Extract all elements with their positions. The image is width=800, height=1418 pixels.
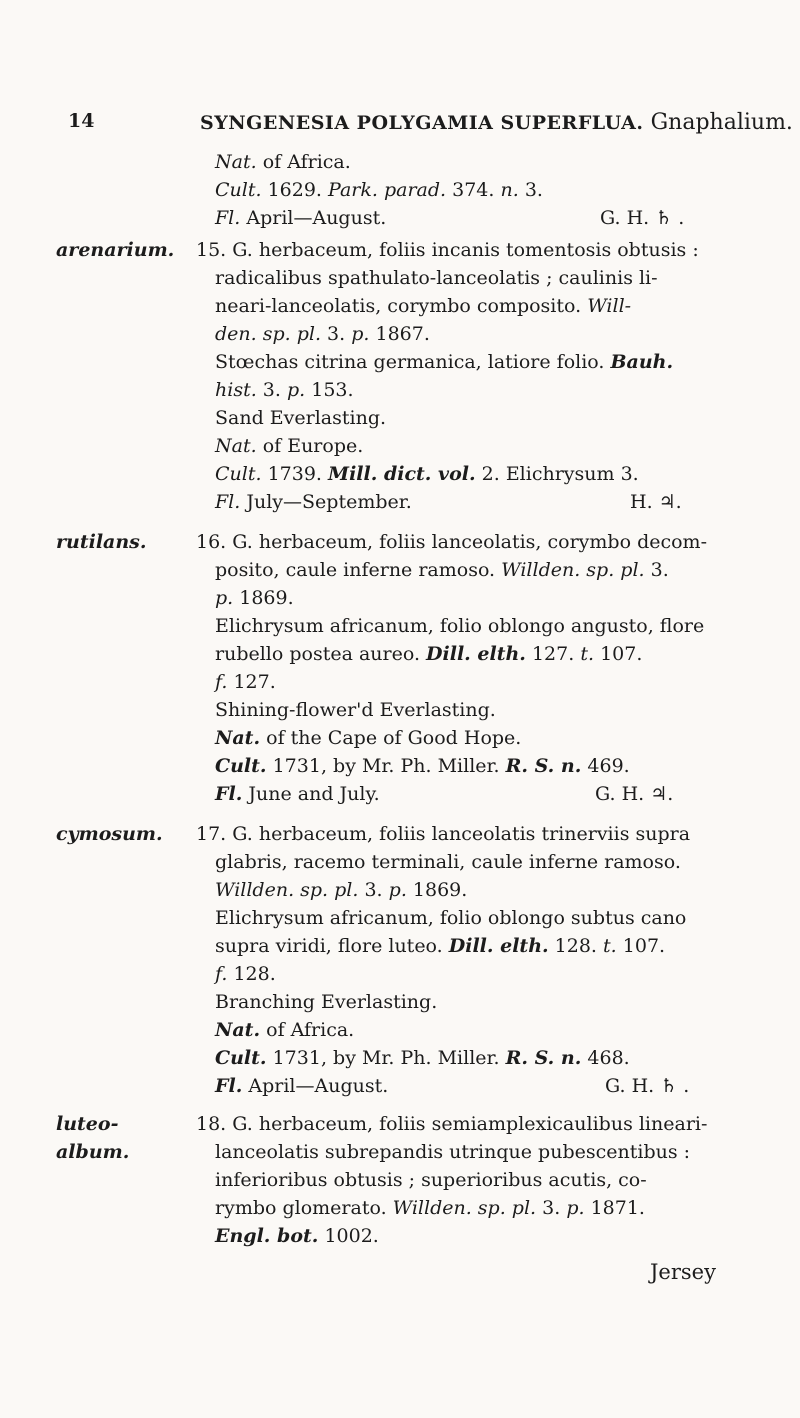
species-line: Nat. of the Cape of Good Hope. (215, 727, 522, 749)
species-line: Sand Everlasting. (215, 407, 387, 429)
species-line: Shining-flower'd Everlasting. (215, 699, 496, 721)
species-line: lanceolatis subrepandis utrinque pubescentibus : (215, 1141, 691, 1163)
species-line: Stœchas citrina germanica, latiore folio. Bauh. (215, 351, 674, 373)
species-line: 15. G. herbaceum, foliis incanis tomentosis obtusis : (196, 239, 699, 261)
species-line: Elichrysum africanum, folio oblongo subtus cano (215, 907, 687, 929)
species-line: Cult. 1731, by Mr. Ph. Miller. R. S. n. 469. (215, 755, 630, 777)
species-line: Nat. of Europe. (215, 435, 364, 457)
species-line: Cult. 1731, by Mr. Ph. Miller. R. S. n. 468. (215, 1047, 630, 1069)
species-line: Cult. 1739. Mill. dict. vol. 2. Elichrysum 3. (215, 463, 639, 485)
species-line: rubello postea aureo. Dill. elth. 127. t. 107. (215, 643, 643, 665)
species-line: p. 1869. (215, 587, 294, 609)
species-line: inferioribus obtusis ; superioribus acutis, co- (215, 1169, 647, 1191)
species-line: rymbo glomerato. Willden. sp. pl. 3. p. 1871. (215, 1197, 645, 1219)
species-line: den. sp. pl. 3. p. 1867. (215, 323, 430, 345)
species-line: glabris, racemo terminali, caule inferne ramoso. (215, 851, 681, 873)
species-line: Fl. April—August. G. H. ♄ . (0, 1072, 800, 1100)
species-line: posito, caule inferne ramoso. Willden. sp. pl. 3. (215, 559, 669, 581)
entry-line: Cult. 1629. Park. parad. 374. n. 3. (215, 179, 543, 201)
habitat-symbol: H. ♃. (630, 491, 682, 513)
habitat-symbol: G. H. ♃. (595, 783, 674, 805)
species-margin-name: arenarium. (56, 239, 175, 261)
species-line: radicalibus spathulato-lanceolatis ; caulinis li- (215, 267, 658, 289)
species-line: f. 128. (215, 963, 276, 985)
running-head: SYNGENESIA POLYGAMIA SUPERFLUA. Gnaphalium. (200, 110, 793, 135)
species-line: Branching Everlasting. (215, 991, 438, 1013)
catchword: Jersey (650, 1260, 716, 1284)
species-line: Elichrysum africanum, folio oblongo angusto, flore (215, 615, 705, 637)
page-number: 14 (68, 110, 95, 132)
page-header (0, 106, 800, 146)
genus-name: Gnaphalium. (650, 110, 793, 135)
species-margin-name: rutilans. (56, 531, 147, 553)
species-line: Engl. bot. 1002. (215, 1225, 379, 1247)
habitat-symbol: G. H. ♄ . (605, 1075, 690, 1097)
species-line: Nat. of Africa. (215, 1019, 355, 1041)
entry-line: Fl. April—August. G. H. ♄ . (0, 204, 800, 232)
species-line: Willden. sp. pl. 3. p. 1869. (215, 879, 468, 901)
catchword-line (0, 1258, 800, 1286)
species-line: Fl. June and July. G. H. ♃. (0, 780, 800, 808)
species-line: 17. G. herbaceum, foliis lanceolatis trinerviis supra (196, 823, 691, 845)
species-margin-name: album. (56, 1141, 130, 1163)
species-line: supra viridi, flore luteo. Dill. elth. 128. t. 107. (215, 935, 666, 957)
species-line: neari-lanceolatis, corymbo composito. Will- (215, 295, 632, 317)
habitat-symbol: G. H. ♄ . (600, 207, 685, 229)
species-line: f. 127. (215, 671, 276, 693)
species-margin-name: luteo- (56, 1113, 119, 1135)
species-line: 18. G. herbaceum, foliis semiamplexicaulibus lineari- (196, 1113, 708, 1135)
species-line: 16. G. herbaceum, foliis lanceolatis, corymbo decom- (196, 531, 707, 553)
species-line: hist. 3. p. 153. (215, 379, 354, 401)
species-line: Fl. July—September. H. ♃. (0, 488, 800, 516)
species-margin-name: cymosum. (56, 823, 163, 845)
entry-line: Nat. of Africa. (215, 151, 351, 173)
